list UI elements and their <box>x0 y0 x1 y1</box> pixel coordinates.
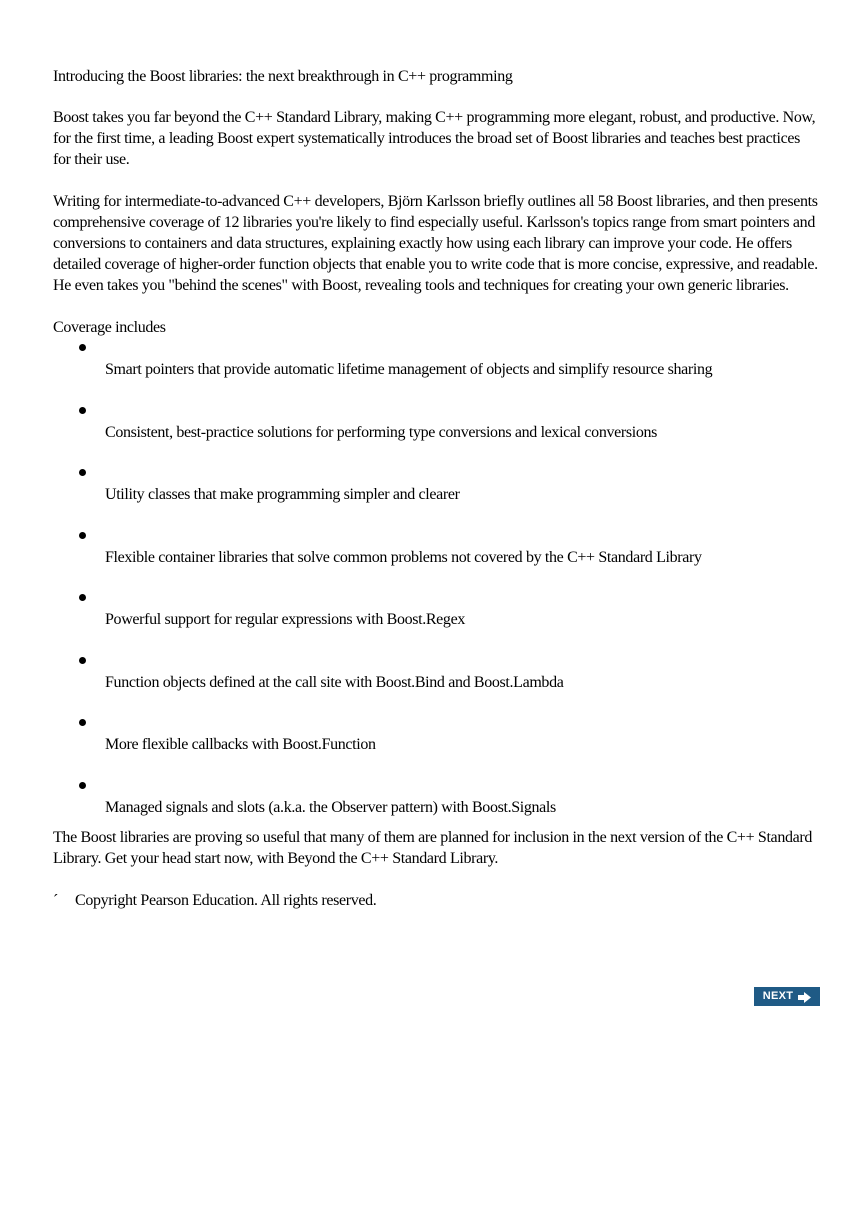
list-item-text: Utility classes that make programming simpler and clearer <box>105 486 460 503</box>
list-item-text: Flexible container libraries that solve common problems not covered by the C++ Standard Library <box>105 548 702 566</box>
bullet-icon <box>79 782 86 789</box>
copyright-line <box>53 890 818 911</box>
copyright-text: Copyright Pearson Education. All rights reserved. <box>75 892 377 909</box>
list-item <box>53 651 818 693</box>
list-item <box>53 713 818 755</box>
list-item <box>53 526 818 568</box>
description-paragraph-2: Writing for intermediate-to-advanced C++ developers, Björn Karlsson briefly outlines all 58 Boost libraries, and then presents comprehensive coverage of 12 libraries you're likely to find especially useful. Karlsson's topics range from smart pointers and conversions to containers and data structures, explaining exactly how using each library can improve your code. He offers detailed coverage of higher-order function objects that enable you to write code that is more concise, expressive, and readable. He even takes you "behind the scenes" with Boost, revealing tools and techniques for creating your own generic libraries. <box>53 193 818 294</box>
next-button[interactable] <box>754 987 820 1006</box>
list-item <box>53 776 818 818</box>
copyright-symbol: ´ <box>53 892 58 909</box>
bullet-icon <box>79 719 86 726</box>
coverage-heading: Coverage includes <box>53 319 166 336</box>
bullet-icon <box>79 344 86 351</box>
list-item <box>53 338 818 380</box>
navigation-bar <box>754 987 820 1006</box>
list-item-text: Function objects defined at the call site with Boost.Bind and Boost.Lambda <box>105 673 564 691</box>
list-item <box>53 463 818 505</box>
bullet-icon <box>79 469 86 476</box>
arrow-right-icon <box>798 991 811 1002</box>
next-button-label: NEXT <box>762 990 794 1002</box>
intro-line: Introducing the Boost libraries: the next breakthrough in C++ programming <box>53 68 513 85</box>
description-paragraph-3: The Boost libraries are proving so useful that many of them are planned for inclusion in the next version of the C++ Standard Library. Get your head start now, with Beyond the C++ Standard Library. <box>53 829 812 867</box>
list-item-text: Consistent, best-practice solutions for performing type conversions and lexical conversions <box>105 423 658 441</box>
list-item-text: Smart pointers that provide automatic lifetime management of objects and simplify resource sharing <box>105 361 713 378</box>
page-content <box>53 66 818 932</box>
list-item-text: More flexible callbacks with Boost.Function <box>105 736 376 753</box>
bullet-icon <box>79 532 86 539</box>
list-item <box>53 588 818 630</box>
list-item-text: Managed signals and slots (a.k.a. the Observer pattern) with Boost.Signals <box>105 798 556 816</box>
bullet-icon <box>79 594 86 601</box>
description-paragraph-1: Boost takes you far beyond the C++ Standard Library, making C++ programming more elegant, robust, and productive. Now, for the first time, a leading Boost expert systematically introduces the broad set of Boost libraries and teaches best practices for their use. <box>53 109 816 168</box>
coverage-list <box>53 338 818 817</box>
list-item <box>53 401 818 443</box>
bullet-icon <box>79 407 86 414</box>
bullet-icon <box>79 657 86 664</box>
list-item-text: Powerful support for regular expressions with Boost.Regex <box>105 611 465 628</box>
